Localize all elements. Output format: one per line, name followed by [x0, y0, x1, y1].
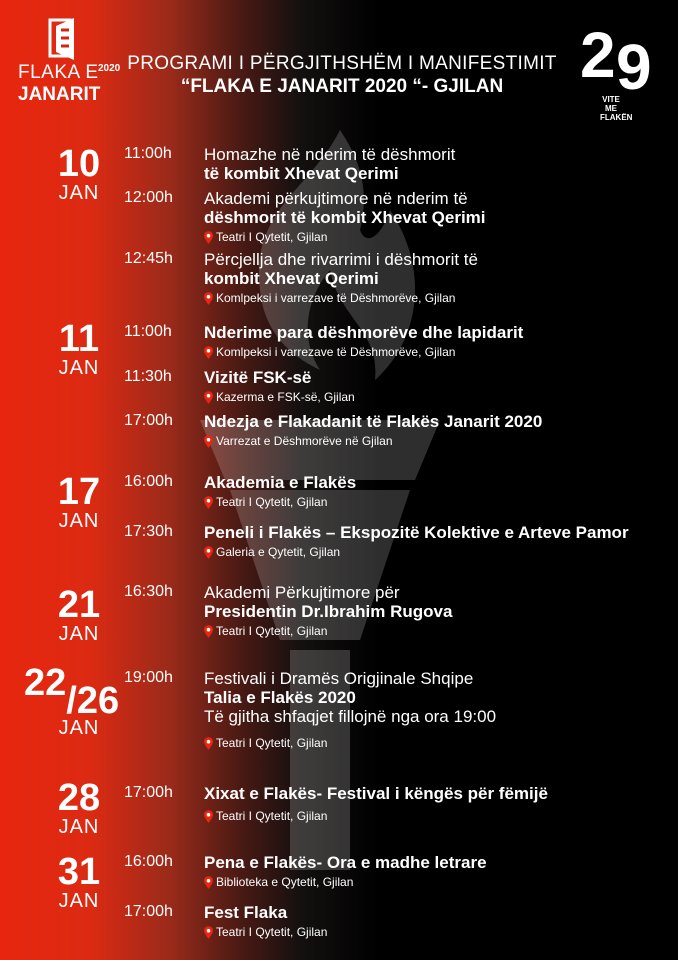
anniversary-badge: [578, 15, 660, 127]
event-time: 17:00h: [124, 903, 173, 920]
day-number: 21: [57, 584, 101, 626]
location-text: Kazerma e FSK-së, Gjilan: [216, 390, 355, 404]
event-location: [204, 495, 664, 509]
location-pin-icon: [204, 625, 213, 638]
event-time: 11:00h: [124, 145, 172, 162]
day-number: 11: [58, 318, 100, 360]
event-time: 17:00h: [124, 412, 173, 429]
event-title-bold: Xixat e Flakës- Festival i këngës për fëmijë: [204, 784, 548, 803]
event-title-bold: Presidentin Dr.Ibrahim Rugova: [204, 602, 453, 621]
day-month: JAN: [58, 816, 100, 838]
location-text: Teatri I Qytetit, Gjilan: [216, 624, 328, 638]
day-range: [24, 662, 134, 722]
location-text: Komlpeksi i varrezave të Dëshmorëve, Gjilan: [216, 345, 456, 359]
day-number: 10: [57, 143, 101, 185]
event-title-bold: Vizitë FSK-së: [204, 368, 312, 387]
day-number: 17: [57, 471, 101, 513]
logo-line1: FLAKA E: [18, 62, 99, 83]
event-time: 11:00h: [124, 323, 172, 340]
event-title-bold: Talia e Flakës 2020: [204, 688, 356, 707]
page-title: [122, 53, 562, 98]
anniversary-number: [578, 15, 660, 95]
event-title-bold: Ndezja e Flakadanit të Flakës Janarit 2020: [204, 412, 543, 431]
badge-tagline: VITE ME FLAKËN: [600, 95, 633, 122]
event-time: 12:00h: [124, 189, 173, 206]
day-number-end: /26: [66, 680, 120, 722]
event-title-bold: Peneli i Flakës – Ekspozitë Kolektive e Arteve Pamor: [204, 523, 629, 542]
event-title: Homazhe në nderim të dëshmorit: [204, 145, 456, 164]
event-location: [204, 390, 664, 404]
location-pin-icon: [204, 876, 213, 889]
day-number: 22: [24, 662, 67, 704]
event-location: [204, 925, 664, 939]
day-number: 31: [57, 851, 101, 893]
logo-year: 2020: [98, 63, 121, 74]
location-text: Teatri I Qytetit, Gjilan: [216, 809, 328, 823]
day-month: JAN: [58, 623, 100, 645]
day-number: 28: [57, 777, 101, 819]
day-month: JAN: [58, 717, 100, 739]
day-22-26: [24, 664, 134, 738]
badge-digit-2: 2: [580, 19, 616, 91]
day-21: [44, 586, 114, 644]
event-location: [204, 875, 664, 889]
event-title-bold: kombit Xhevat Qerimi: [204, 269, 379, 288]
day-17: [44, 473, 114, 531]
event-title: Festivali i Dramës Origjinale Shqipe: [204, 669, 474, 688]
flame-logo-icon: [48, 16, 80, 60]
event-location: [204, 230, 664, 244]
event-title: Akademi Përkujtimore për: [204, 583, 400, 602]
event-time: 12:45h: [124, 250, 173, 267]
event-title-bold: të kombit Xhevat Qerimi: [204, 164, 399, 183]
day-month: JAN: [58, 182, 100, 204]
event-time: 17:00h: [124, 784, 173, 801]
event-time: 16:00h: [124, 853, 173, 870]
location-text: Teatri I Qytetit, Gjilan: [216, 230, 328, 244]
event-location: [204, 545, 664, 559]
location-text: Komlpeksi i varrezave të Dëshmorëve, Gjilan: [216, 291, 456, 305]
title-line1: PROGRAMI I PËRGJITHSHËM I MANIFESTIMIT: [127, 53, 557, 74]
day-28: [44, 779, 114, 837]
flaka-logo: [18, 16, 121, 126]
event-title-bold: Pena e Flakës- Ora e madhe letrare: [204, 853, 487, 872]
event-title-bold: Nderime para dëshmorëve dhe lapidarit: [204, 323, 524, 342]
event-time: 11:30h: [124, 368, 172, 385]
event-location: [204, 345, 664, 359]
event-title: Përcjellja dhe rivarrimi i dëshmorit të: [204, 250, 478, 269]
location-pin-icon: [204, 435, 213, 448]
location-pin-icon: [204, 926, 213, 939]
day-10: [44, 145, 114, 203]
location-text: Teatri I Qytetit, Gjilan: [216, 495, 328, 509]
day-month: JAN: [58, 510, 100, 532]
event-time: 17:30h: [124, 523, 173, 540]
event-title-bold: Akademia e Flakës: [204, 473, 357, 492]
event-subtitle: Të gjitha shfaqjet fillojnë nga ora 19:00: [204, 707, 497, 726]
event-location: [204, 809, 664, 823]
badge-digit-9: 9: [616, 31, 652, 95]
day-31: [44, 853, 114, 911]
event-location: [204, 291, 664, 305]
location-pin-icon: [204, 496, 213, 509]
day-11: [44, 320, 114, 378]
event-location: [204, 434, 664, 448]
location-pin-icon: [204, 391, 213, 404]
location-text: Varrezat e Dëshmorëve në Gjilan: [216, 434, 393, 448]
location-text: Biblioteka e Qytetit, Gjilan: [216, 875, 354, 889]
location-text: Teatri I Qytetit, Gjilan: [216, 736, 328, 750]
location-pin-icon: [204, 292, 213, 305]
event-title-bold: Fest Flaka: [204, 903, 288, 922]
location-pin-icon: [204, 810, 213, 823]
title-line2: “FLAKA E JANARIT 2020 “- GJILAN: [180, 76, 504, 97]
event-location: [204, 736, 664, 750]
location-text: Teatri I Qytetit, Gjilan: [216, 925, 328, 939]
day-month: JAN: [58, 890, 100, 912]
location-pin-icon: [204, 546, 213, 559]
event-time: 19:00h: [124, 669, 173, 686]
event-time: 16:00h: [124, 473, 173, 490]
event-time: 16:30h: [124, 583, 173, 600]
event-title: Akademi përkujtimore në nderim të: [204, 189, 468, 208]
day-month: JAN: [58, 357, 100, 379]
event-location: [204, 624, 664, 638]
event-title-bold: dëshmorit të kombit Xhevat Qerimi: [204, 208, 486, 227]
location-pin-icon: [204, 346, 213, 359]
location-pin-icon: [204, 231, 213, 244]
logo-line2: JANARIT: [18, 84, 101, 105]
location-text: Galeria e Qytetit, Gjilan: [216, 545, 341, 559]
location-pin-icon: [204, 737, 213, 750]
